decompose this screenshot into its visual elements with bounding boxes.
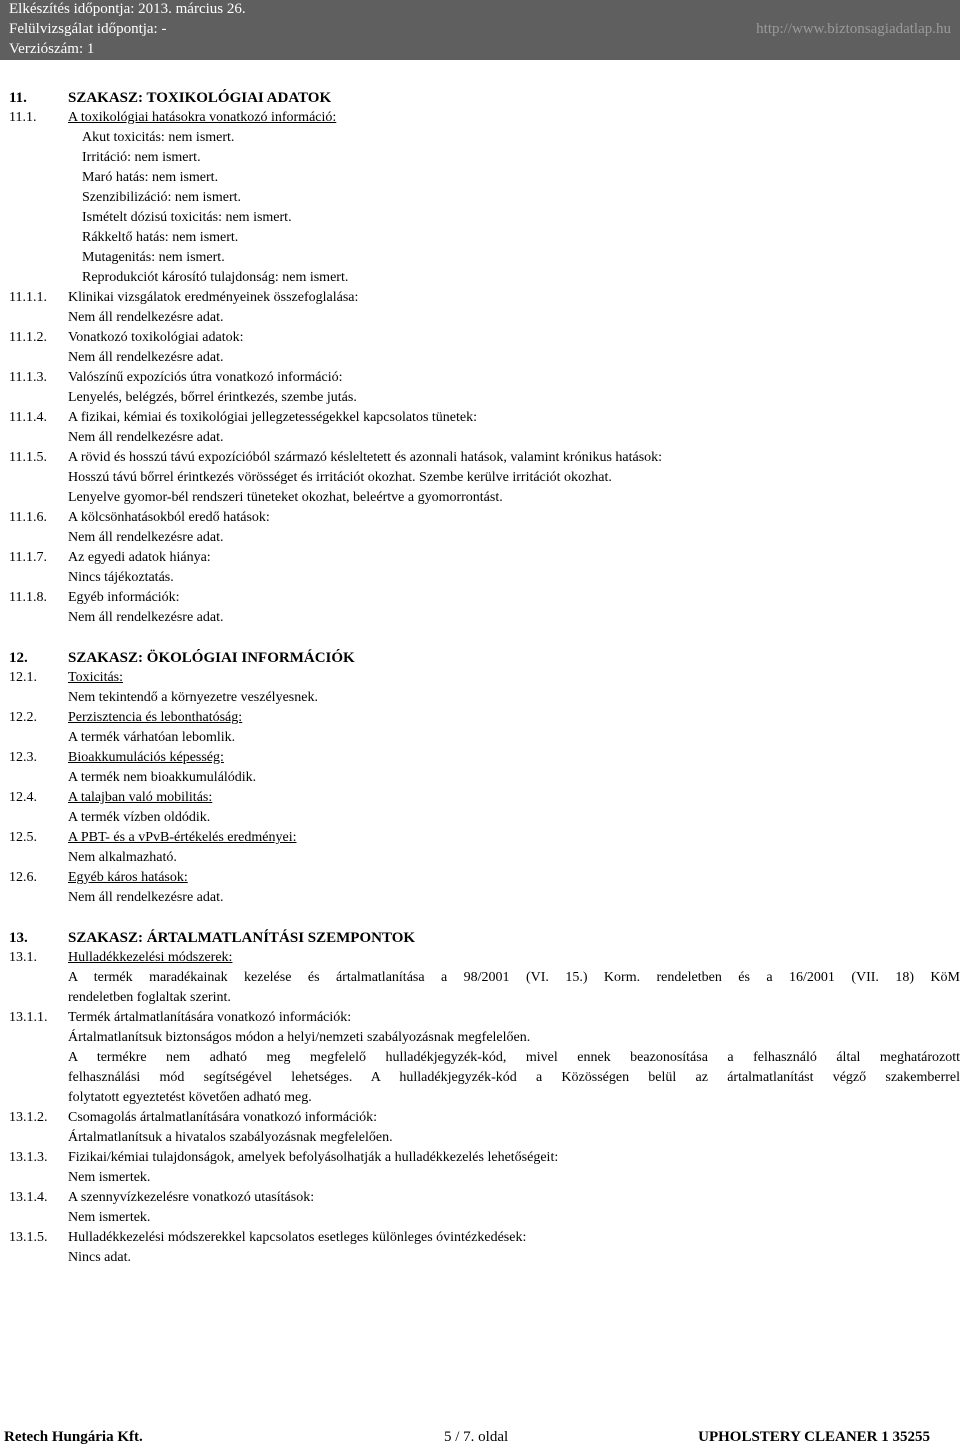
item-text [0, 1208, 960, 1228]
item-number: 11.1. [9, 110, 37, 125]
item-text [0, 388, 960, 408]
item-body: felhasználási mód segítségével lehetséges. A hulladékjegyzék-kód a Közösségen belül az ártalmatlanítást végző szakemberrel [68, 1070, 960, 1085]
sub-text: Irritáció: nem ismert. [82, 150, 201, 165]
item-body: Lenyelés, belégzés, bőrrel érintkezés, szembe jutás. [68, 390, 357, 405]
item-title: Fizikai/kémiai tulajdonságok, amelyek befolyásolhatják a hulladékkezelés lehetőségeit: [68, 1150, 559, 1165]
item-title: A fizikai, kémiai és toxikológiai jellegzetességekkel kapcsolatos tünetek: [68, 410, 477, 425]
list-item [0, 148, 960, 168]
item-12-6 [0, 868, 960, 888]
version-number: Verziószám: 1 [9, 41, 95, 57]
section-title: SZAKASZ: TOXIKOLÓGIAI ADATOK [68, 90, 332, 106]
item-title: Valószínű expozíciós útra vonatkozó információ: [68, 370, 343, 385]
item-title: Egyéb információk: [68, 590, 180, 605]
section-number: 13. [9, 930, 28, 946]
list-item [0, 128, 960, 148]
item-text [0, 888, 960, 908]
item-12-2 [0, 708, 960, 728]
item-11-1-1 [0, 288, 960, 308]
item-12-1 [0, 668, 960, 688]
sub-text: Ismételt dózisú toxicitás: nem ismert. [82, 210, 292, 225]
item-body: Nincs adat. [68, 1250, 131, 1265]
item-text [0, 1248, 960, 1268]
section-12-heading [0, 648, 960, 668]
section-title: SZAKASZ: ÖKOLÓGIAI INFORMÁCIÓK [68, 650, 355, 666]
item-title: A kölcsönhatásokból eredő hatások: [68, 510, 270, 525]
item-title: Bioakkumulációs képesség: [68, 750, 224, 765]
item-text [0, 1088, 960, 1108]
item-12-4 [0, 788, 960, 808]
section-13-heading [0, 928, 960, 948]
item-number: 11.1.4. [9, 410, 47, 425]
item-text [0, 428, 960, 448]
item-title: Toxicitás: [68, 670, 124, 685]
item-text [0, 848, 960, 868]
item-text [0, 968, 960, 988]
item-body: Nem áll rendelkezésre adat. [68, 430, 224, 445]
item-text [0, 568, 960, 588]
item-body: Nem áll rendelkezésre adat. [68, 610, 224, 625]
sub-text: Maró hatás: nem ismert. [82, 170, 219, 185]
sub-text: Rákkeltő hatás: nem ismert. [82, 230, 239, 245]
item-text [0, 1048, 960, 1068]
website-link[interactable]: http://www.biztonsagiadatlap.hu [756, 21, 951, 37]
item-number: 12.6. [9, 870, 37, 885]
item-text [0, 1168, 960, 1188]
item-11-1-8 [0, 588, 960, 608]
company-name: Retech Hungária Kft. [4, 1429, 143, 1445]
item-number: 11.1.3. [9, 370, 47, 385]
item-number: 11.1.8. [9, 590, 47, 605]
product-name: UPHOLSTERY CLEANER 1 35255 [698, 1429, 930, 1445]
sub-text: Akut toxicitás: nem ismert. [82, 130, 235, 145]
item-body: Hosszú távú bőrrel érintkezés vörösséget és irritációt okozhat. Szembe kerülve irritációt okozhat. [68, 470, 612, 485]
list-item [0, 268, 960, 288]
item-title: A szennyvízkezelésre vonatkozó utasítások: [68, 1190, 315, 1205]
item-number: 13.1.4. [9, 1190, 48, 1205]
item-number: 13.1.5. [9, 1230, 48, 1245]
item-text [0, 608, 960, 628]
item-text [0, 808, 960, 828]
item-text [0, 988, 960, 1008]
item-number: 13.1.1. [9, 1010, 48, 1025]
item-text [0, 348, 960, 368]
item-body: Ártalmatlanítsuk biztonságos módon a helyi/nemzeti szabályozásnak megfelelően. [68, 1030, 531, 1045]
item-title: Csomagolás ártalmatlanítására vonatkozó információk: [68, 1110, 378, 1125]
item-body: Nem ismertek. [68, 1170, 151, 1185]
section-title: SZAKASZ: ÁRTALMATLANÍTÁSI SZEMPONTOK [68, 930, 416, 946]
item-text [0, 688, 960, 708]
item-body: folytatott egyeztetést követően adható meg. [68, 1090, 312, 1105]
item-body: Nem áll rendelkezésre adat. [68, 890, 224, 905]
item-body: rendeletben foglaltak szerint. [68, 990, 231, 1005]
item-13-1-3 [0, 1148, 960, 1168]
item-body: A termék nem bioakkumulálódik. [68, 770, 257, 785]
item-text [0, 1028, 960, 1048]
item-11-1-6 [0, 508, 960, 528]
list-item [0, 168, 960, 188]
item-body: A termék maradékainak kezelése és ártalmatlanítása a 98/2001 (VI. 15.) Korm. rendeletben és a 16/2001 (VII. 18) KöM [68, 970, 960, 985]
list-item [0, 208, 960, 228]
item-12-5 [0, 828, 960, 848]
item-number: 12.5. [9, 830, 37, 845]
item-11-1-3 [0, 368, 960, 388]
item-title: A PBT- és a vPvB-értékelés eredményei: [68, 830, 297, 845]
item-13-1 [0, 948, 960, 968]
item-body: Nem áll rendelkezésre adat. [68, 350, 224, 365]
item-body: Lenyelve gyomor-bél rendszeri tüneteket okozhat, beleértve a gyomorrontást. [68, 490, 503, 505]
item-number: 12.2. [9, 710, 37, 725]
item-title: Termék ártalmatlanítására vonatkozó információk: [68, 1010, 352, 1025]
sub-text: Szenzibilizáció: nem ismert. [82, 190, 242, 205]
list-item [0, 228, 960, 248]
item-13-1-2 [0, 1108, 960, 1128]
item-number: 12.1. [9, 670, 37, 685]
item-title: A talajban való mobilitás: [68, 790, 213, 805]
revision-date: Felülvizsgálat időpontja: - [9, 21, 167, 37]
sub-text: Mutagenitás: nem ismert. [82, 250, 225, 265]
item-number: 13.1. [9, 950, 37, 965]
item-text [0, 1068, 960, 1088]
item-body: A termék vízben oldódik. [68, 810, 211, 825]
item-text [0, 1128, 960, 1148]
item-title: Klinikai vizsgálatok eredményeinek összefoglalása: [68, 290, 359, 305]
list-item [0, 248, 960, 268]
item-title: Egyéb káros hatások: [68, 870, 188, 885]
item-body: Nem áll rendelkezésre adat. [68, 530, 224, 545]
item-text [0, 528, 960, 548]
item-number: 13.1.3. [9, 1150, 48, 1165]
item-11-1-7 [0, 548, 960, 568]
item-body: Nem áll rendelkezésre adat. [68, 310, 224, 325]
item-number: 11.1.1. [9, 290, 47, 305]
item-number: 12.4. [9, 790, 37, 805]
item-title: A toxikológiai hatásokra vonatkozó információ: [68, 110, 337, 125]
item-text [0, 728, 960, 748]
section-number: 11. [9, 90, 27, 106]
item-text [0, 468, 960, 488]
list-item [0, 188, 960, 208]
document-footer [0, 1428, 960, 1447]
section-11-heading [0, 88, 960, 108]
item-number: 11.1.2. [9, 330, 47, 345]
item-13-1-4 [0, 1188, 960, 1208]
item-11-1-5 [0, 448, 960, 468]
item-text [0, 308, 960, 328]
page-number: 5 / 7. oldal [444, 1429, 509, 1445]
item-12-3 [0, 748, 960, 768]
created-date: Elkészítés időpontja: 2013. március 26. [9, 1, 246, 17]
item-11-1 [0, 108, 960, 128]
item-number: 13.1.2. [9, 1110, 48, 1125]
item-title: Hulladékkezelési módszerekkel kapcsolatos esetleges különleges óvintézkedések: [68, 1230, 527, 1245]
item-title: Vonatkozó toxikológiai adatok: [68, 330, 244, 345]
item-body: A termékre nem adható meg megfelelő hulladékjegyzék-kód, mivel ennek beazonosítása a felhasználó által meghatározott [68, 1050, 960, 1065]
document-header [0, 0, 960, 60]
item-body: Ártalmatlanítsuk a hivatalos szabályozásnak megfelelően. [68, 1130, 393, 1145]
item-title: Az egyedi adatok hiánya: [68, 550, 211, 565]
item-body: Nincs tájékoztatás. [68, 570, 174, 585]
item-title: A rövid és hosszú távú expozícióból származó késleltetett és azonnali hatások, valamint krónikus hatások: [68, 450, 663, 465]
item-13-1-5 [0, 1228, 960, 1248]
item-text [0, 488, 960, 508]
section-number: 12. [9, 650, 28, 666]
item-body: Nem alkalmazható. [68, 850, 177, 865]
item-number: 12.3. [9, 750, 37, 765]
item-number: 11.1.7. [9, 550, 47, 565]
item-body: Nem tekintendő a környezetre veszélyesnek. [68, 690, 318, 705]
item-body: Nem ismertek. [68, 1210, 151, 1225]
item-title: Perzisztencia és lebonthatóság: [68, 710, 243, 725]
item-number: 11.1.5. [9, 450, 47, 465]
item-body: A termék várhatóan lebomlik. [68, 730, 236, 745]
item-11-1-2 [0, 328, 960, 348]
item-number: 11.1.6. [9, 510, 47, 525]
item-13-1-1 [0, 1008, 960, 1028]
item-text [0, 768, 960, 788]
sub-text: Reprodukciót károsító tulajdonság: nem ismert. [82, 270, 349, 285]
item-11-1-4 [0, 408, 960, 428]
item-title: Hulladékkezelési módszerek: [68, 950, 233, 965]
